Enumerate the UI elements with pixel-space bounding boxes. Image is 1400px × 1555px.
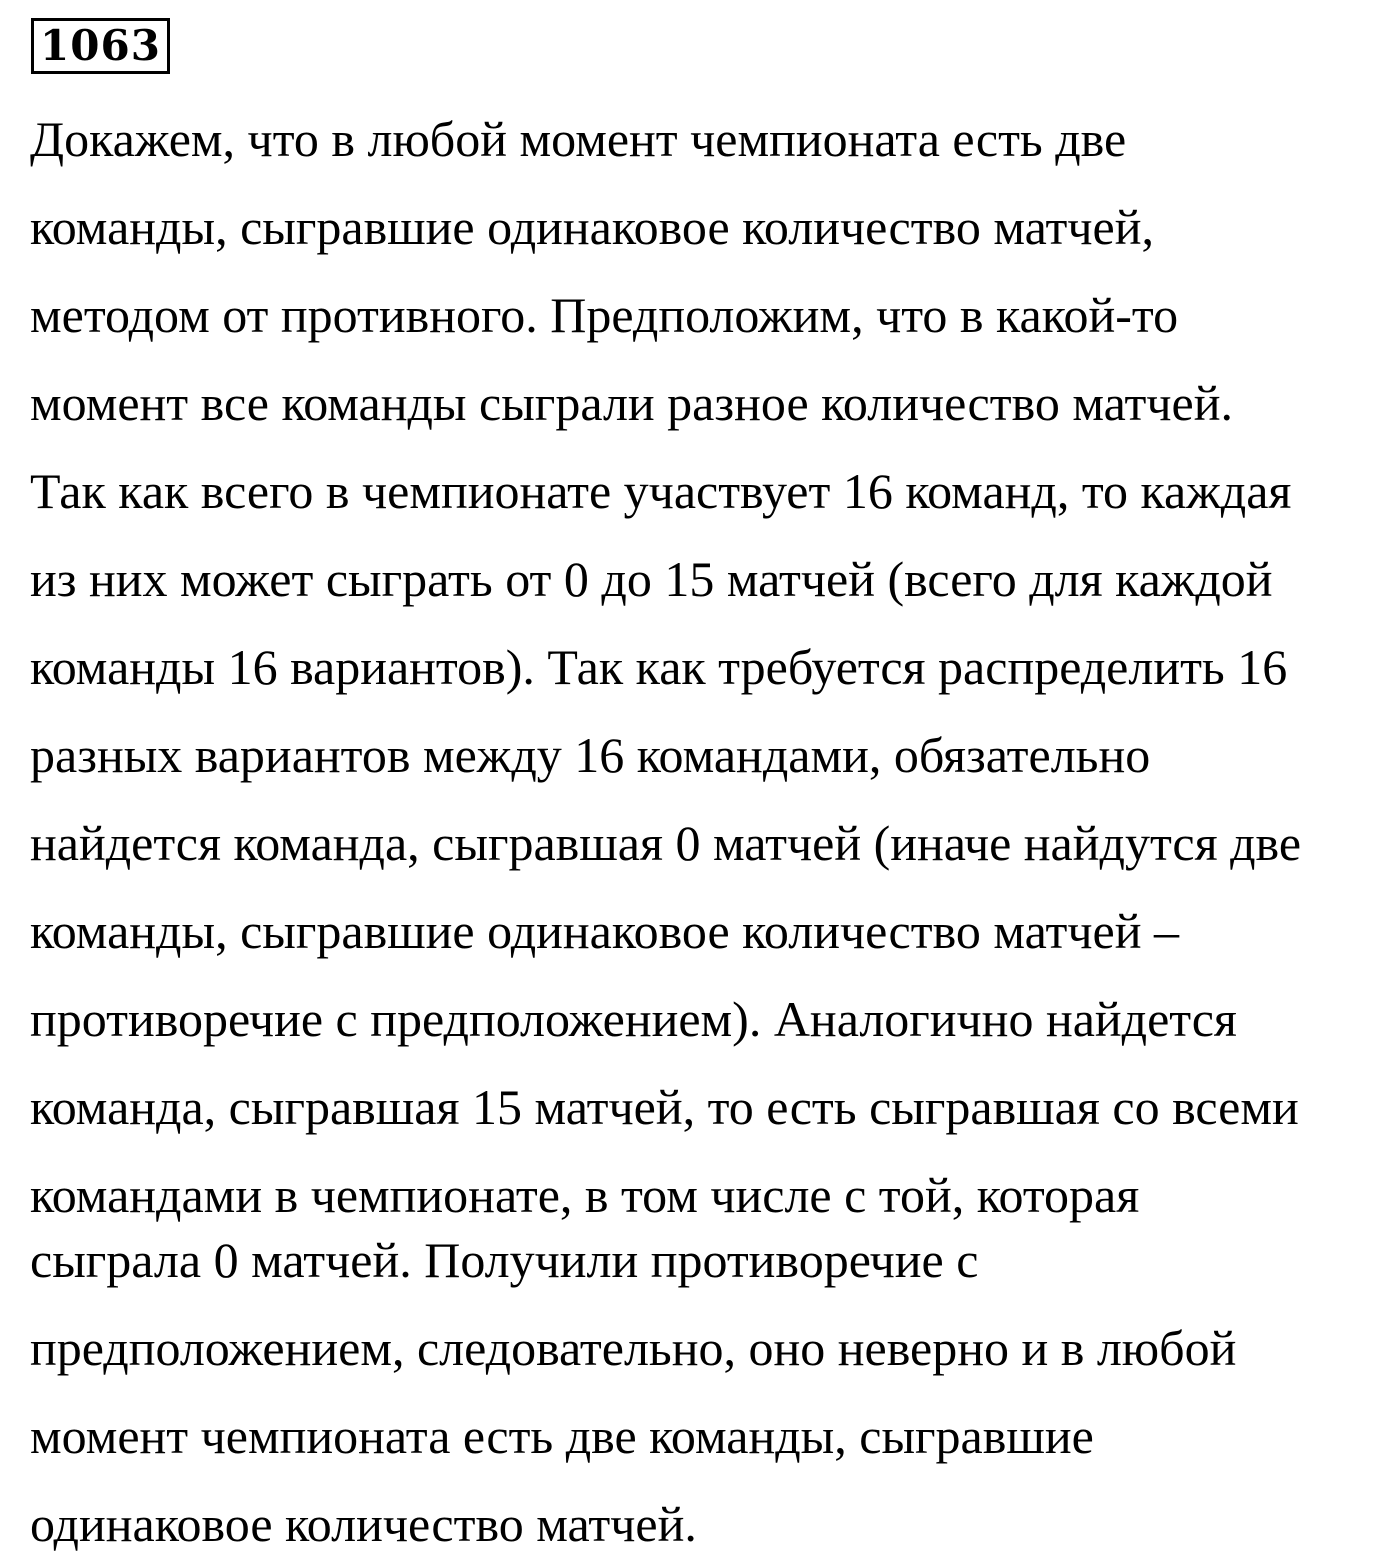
solution-line: найдется команда, сыгравшая 0 матчей (иначе найдутся две — [30, 815, 1302, 871]
solution-line: предположением, следовательно, оно неверно и в любой — [30, 1320, 1237, 1376]
solution-line: команды 16 вариантов). Так как требуется распределить 16 — [30, 639, 1288, 695]
solution-line: из них может сыграть от 0 до 15 матчей (всего для каждой — [30, 551, 1273, 607]
solution-line: разных вариантов между 16 командами, обязательно — [30, 727, 1151, 783]
solution-line: момент все команды сыграли разное количество матчей. — [30, 375, 1234, 431]
solution-line: команда, сыгравшая 15 матчей, то есть сыгравшая со всеми — [30, 1079, 1299, 1135]
solution-line: момент чемпионата есть две команды, сыгравшие — [30, 1408, 1094, 1464]
solution-line: команды, сыгравшие одинаковое количество матчей – — [30, 903, 1179, 959]
problem-number-box: 1063 — [31, 18, 170, 74]
solution-line: сыграла 0 матчей. Получили противоречие с — [30, 1232, 979, 1288]
solution-line: противоречие с предположением). Аналогично найдется — [30, 991, 1237, 1047]
solution-line: одинаковое количество матчей. — [30, 1496, 697, 1552]
solution-line: Докажем, что в любой момент чемпионата есть две — [30, 111, 1127, 167]
solution-line: Так как всего в чемпионате участвует 16 команд, то каждая — [30, 463, 1292, 519]
solution-line: команды, сыгравшие одинаковое количество матчей, — [30, 199, 1154, 255]
solution-line: методом от противного. Предположим, что в какой-то — [30, 287, 1179, 343]
solution-line: командами в чемпионате, в том числе с той, которая — [30, 1167, 1140, 1223]
